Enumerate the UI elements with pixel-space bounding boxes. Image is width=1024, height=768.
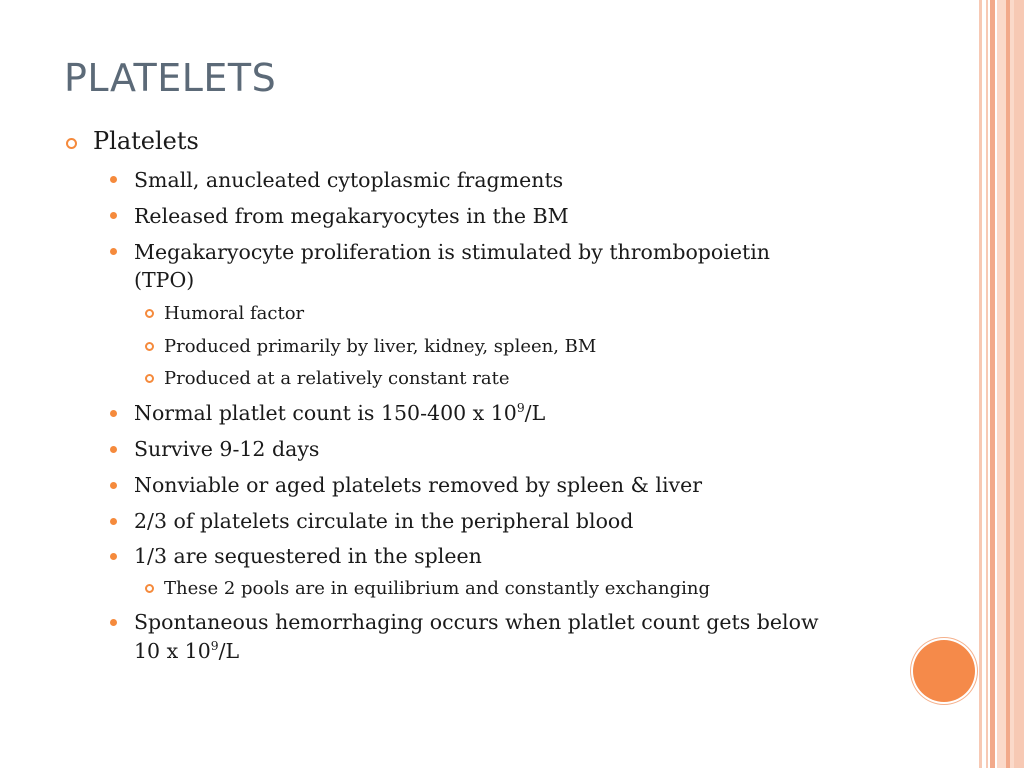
sub-bullet-item: Produced primarily by liver, kidney, spleen, BM	[164, 336, 597, 357]
dot-bullet-icon	[110, 410, 117, 417]
bullet-item-continuation: (TPO)	[134, 268, 195, 292]
decorative-stripe	[1014, 0, 1024, 768]
bullet-item: Normal platlet count is 150-400 x $10^9/L$	[134, 401, 546, 425]
dot-bullet-icon	[110, 212, 117, 219]
bullet-item: Spontaneous hemorrhaging occurs when platlet count gets below	[134, 610, 819, 634]
sub-bullet-item: Humoral factor	[164, 303, 305, 324]
bullet-item: Released from megakaryocytes in the BM	[134, 204, 569, 228]
dot-bullet-icon	[110, 619, 117, 626]
dot-bullet-icon	[110, 553, 117, 560]
decorative-circle	[913, 640, 975, 702]
bullet-item: 1/3 are sequestered in the spleen	[134, 544, 482, 568]
ring-bullet-icon	[145, 584, 154, 593]
bullet-item: Megakaryocyte proliferation is stimulated by thrombopoietin	[134, 240, 770, 264]
bullet-item: Platelets	[93, 127, 199, 155]
dot-bullet-icon	[110, 518, 117, 525]
sub-bullet-item: These 2 pools are in equilibrium and constantly exchanging	[164, 578, 710, 599]
slide-title: PLATELETS	[64, 56, 277, 100]
dot-bullet-icon	[110, 176, 117, 183]
sub-bullet-item: Produced at a relatively constant rate	[164, 368, 510, 389]
bullet-item-continuation: 10 x $10^9/L$	[134, 639, 240, 663]
bullet-item: Nonviable or aged platelets removed by spleen & liver	[134, 473, 703, 497]
ring-bullet-icon	[66, 138, 77, 149]
decorative-stripe	[1006, 0, 1010, 768]
dot-bullet-icon	[110, 446, 117, 453]
decorative-stripe	[979, 0, 982, 768]
ring-bullet-icon	[145, 374, 154, 383]
bullet-item: Small, anucleated cytoplasmic fragments	[134, 168, 564, 192]
bullet-item: 2/3 of platelets circulate in the peripheral blood	[134, 509, 634, 533]
decorative-stripe	[990, 0, 995, 768]
ring-bullet-icon	[145, 342, 154, 351]
bullet-item: Survive 9-12 days	[134, 437, 320, 461]
dot-bullet-icon	[110, 248, 117, 255]
decorative-stripe	[986, 0, 988, 768]
ring-bullet-icon	[145, 309, 154, 318]
dot-bullet-icon	[110, 482, 117, 489]
